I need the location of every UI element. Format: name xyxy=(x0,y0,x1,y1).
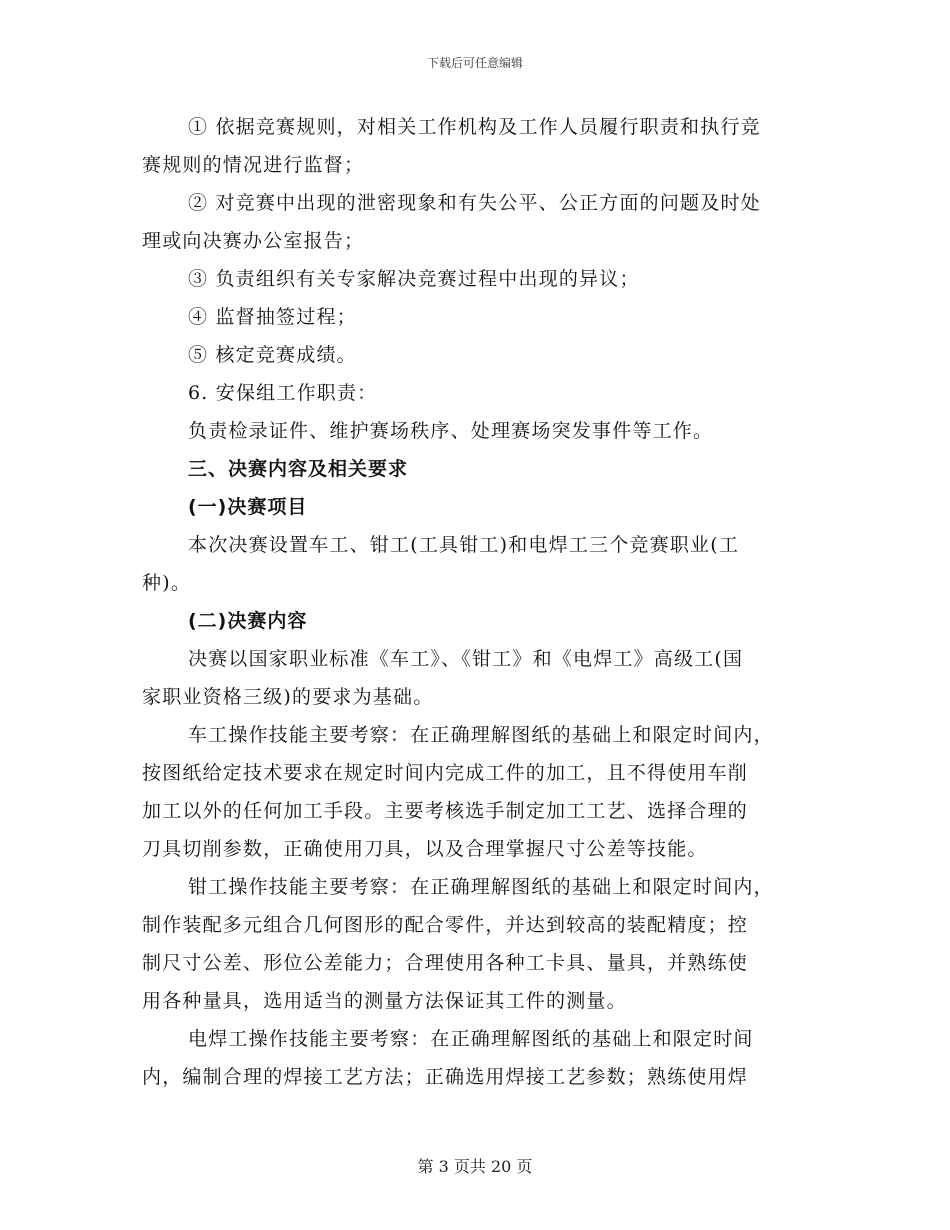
text-line-3: ② 对竞赛中出现的泄密现象和有失公平、公正方面的问题及时处 xyxy=(188,192,761,214)
text-line-18: 按图纸给定技术要求在规定时间内完成工件的加工，且不得使用车削 xyxy=(142,762,749,784)
text-line-12: 本次决赛设置车工、钳工(工具钳工)和电焊工三个竞赛职业(工 xyxy=(188,534,740,556)
text-line-21: 钳工操作技能主要考察：在正确理解图纸的基础上和限定时间内， xyxy=(188,876,774,898)
text-line-6: ④ 监督抽签过程； xyxy=(188,306,357,328)
text-line-17: 车工操作技能主要考察：在正确理解图纸的基础上和限定时间内， xyxy=(188,724,774,746)
text-line-13: 种)。 xyxy=(142,572,192,594)
text-line-26: 内，编制合理的焊接工艺方法；正确选用焊接工艺参数；熟练使用焊 xyxy=(142,1066,749,1088)
text-line-9: 负责检录证件、维护赛场秩序、处理赛场突发事件等工作。 xyxy=(188,420,714,442)
text-line-20: 刀具切削参数，正确使用刀具，以及合理掌握尺寸公差等技能。 xyxy=(142,838,708,860)
page-footer-number: 第 3 页共 20 页 xyxy=(417,1157,533,1176)
text-line-23: 制尺寸公差、形位公差能力；合理使用各种工卡具、量具，并熟练使 xyxy=(142,952,749,974)
text-line-1: ① 依据竞赛规则，对相关工作机构及工作人员履行职责和执行竞 xyxy=(188,116,761,138)
text-line-5: ③ 负责组织有关专家解决竞赛过程中出现的异议； xyxy=(188,268,640,290)
text-line-4: 理或向决赛办公室报告； xyxy=(142,230,365,252)
subheading-2: (二)决赛内容 xyxy=(188,610,308,632)
text-line-2: 赛规则的情况进行监督； xyxy=(142,154,365,176)
text-line-25: 电焊工操作技能主要考察：在正确理解图纸的基础上和限定时间 xyxy=(188,1028,754,1050)
subheading-1: (一)决赛项目 xyxy=(188,496,308,518)
text-line-7: ⑤ 核定竞赛成绩。 xyxy=(188,344,357,366)
text-line-16: 家职业资格三级)的要求为基础。 xyxy=(142,686,434,708)
text-line-22: 制作装配多元组合几何图形的配合零件，并达到较高的装配精度；控 xyxy=(142,914,749,936)
text-line-19: 加工以外的任何加工手段。主要考核选手制定加工工艺、选择合理的 xyxy=(142,800,749,822)
page-header-note: 下载后可任意编辑 xyxy=(426,56,523,70)
text-line-15: 决赛以国家职业标准《车工》、《钳工》和《电焊工》高级工(国 xyxy=(188,648,744,670)
section-heading-3: 三、决赛内容及相关要求 xyxy=(188,458,409,480)
document-body xyxy=(142,108,810,1096)
text-line-8: 6. 安保组工作职责： xyxy=(188,382,378,404)
text-line-24: 用各种量具，选用适当的测量方法保证其工件的测量。 xyxy=(142,990,627,1012)
